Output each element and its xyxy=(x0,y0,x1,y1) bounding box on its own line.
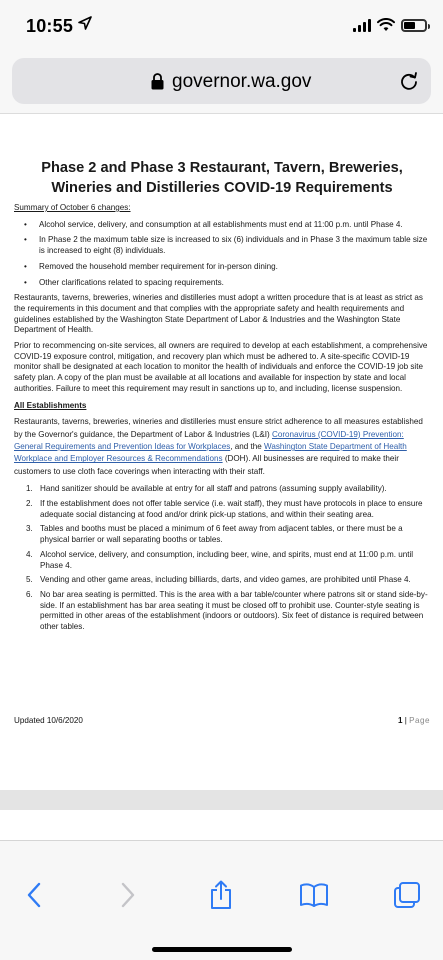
home-indicator[interactable] xyxy=(152,947,292,952)
list-number: 3. xyxy=(26,524,33,534)
wifi-icon xyxy=(377,18,395,32)
list-number: 2. xyxy=(26,498,33,508)
location-arrow-icon xyxy=(78,16,92,30)
web-content[interactable] xyxy=(0,114,443,790)
summary-list xyxy=(14,220,430,289)
summary-heading: Summary of October 6 changes: xyxy=(14,203,131,212)
battery-icon xyxy=(401,19,427,32)
reload-icon[interactable] xyxy=(399,71,419,91)
browser-header xyxy=(0,52,443,114)
summary-item: • Alcohol service, delivery, and consumption at all establishments must end at 11:00 p.m. until Phase 4. xyxy=(14,220,430,231)
guidance-text: Restaurants, taverns, breweries, wineries and distilleries must ensure strict adherence to all measures established by the Governor's guidance, the Department of Labor & Industries (L&I) xyxy=(14,417,423,439)
list-number: 5. xyxy=(26,575,33,585)
status-icons xyxy=(353,17,427,33)
list-item xyxy=(14,524,430,545)
li-guidance-link[interactable]: Coronavirus (COVID-19) Prevention: General Requirements and Prevention Ideas for Workplaces xyxy=(14,429,404,452)
forward-button[interactable] xyxy=(110,877,146,913)
forward-icon xyxy=(120,882,136,908)
list-number: 4. xyxy=(26,549,33,559)
page-number-value: 1 xyxy=(397,716,403,725)
bookmarks-button[interactable] xyxy=(296,877,332,913)
page-label: Page xyxy=(409,716,430,725)
summary-item: • Removed the household member requirement for in-person dining. xyxy=(14,262,430,273)
list-item xyxy=(14,590,430,633)
document-title: Phase 2 and Phase 3 Restaurant, Tavern, Breweries, Wineries and Distilleries COVID-19 Requirements xyxy=(41,160,403,196)
list-item-text: If the establishment does not offer table service (i.e. wait staff), they must have protocols in place to ensure adequate social distancing at food and/or drink pick-up stations, and within their seating area. xyxy=(40,498,423,519)
document-footer xyxy=(14,716,430,725)
guidance-text: , and the xyxy=(230,442,265,452)
updated-date: Updated 10/6/2020 xyxy=(14,716,83,725)
status-bar xyxy=(0,0,443,52)
list-item-text: No bar area seating is permitted. This is the area with a bar table/counter where patrons sit or stand side-by-side. If an establishment has bar area seating it must be closed off to prohibit use. Counter-style seating is permitted in other areas of the establishment (indoors or outdoors). Six feet of distance is required between other tables. xyxy=(40,589,428,632)
list-item xyxy=(14,575,430,586)
doh-resources-link[interactable]: Washington State Department of Health Workplace and Employer Resources & Recommendations xyxy=(14,442,407,464)
address-bar[interactable] xyxy=(12,58,431,104)
tabs-button[interactable] xyxy=(389,877,425,913)
lock-icon xyxy=(151,73,164,90)
summary-item: • In Phase 2 the maximum table size is increased to six (6) individuals and in Phase 3 the maximum table size is increased to eight (8) individuals. xyxy=(14,235,430,256)
list-number: 6. xyxy=(26,589,33,599)
list-number: 1. xyxy=(26,484,33,494)
summary-item: • Other clarifications related to spacing requirements. xyxy=(14,278,430,289)
requirements-list xyxy=(14,484,430,632)
list-item-text: Alcohol service, delivery, and consumption, including beer, wine, and spirits, must end at 11:00 p.m. until Phase 4. xyxy=(40,549,414,570)
cellular-signal-icon xyxy=(353,19,371,32)
list-item-text: Vending and other game areas, including billiards, darts, and video games, are prohibited until Phase 4. xyxy=(40,575,411,585)
share-button[interactable] xyxy=(203,877,239,913)
browser-toolbar xyxy=(0,840,443,960)
back-button[interactable] xyxy=(16,877,52,913)
next-document-page xyxy=(0,810,443,840)
list-item-text: Hand sanitizer should be available at entry for all staff and patrons (assuming supply availability). xyxy=(40,484,387,494)
page-number xyxy=(398,716,430,725)
section-heading: All Establishments xyxy=(14,400,87,410)
list-item-text: Tables and booths must be placed a minimum of 6 feet away from adjacent tables, or there must be a physical barrier or wall separating booths or tables. xyxy=(40,524,403,545)
list-item xyxy=(14,484,430,495)
paragraph-guidance xyxy=(14,416,430,478)
guidance-text: (DOH). All businesses are required to make their customers to use cloth face coverings when interacting with their staff. xyxy=(14,454,399,476)
share-icon xyxy=(209,880,233,910)
page-separator-gap xyxy=(0,790,443,810)
list-item xyxy=(14,550,430,571)
bookmarks-icon xyxy=(299,882,329,908)
paragraph-monitor: Prior to recommencing on-site services, all owners are required to develop at each establishment, a comprehensive COVID-19 exposure control, mitigation, and recovery plan which must be adhered to. A site-specific COVID-19 monitor shall be designated at each location to monitor the health of individuals and enforce the COVID-19 job site safety plan. A copy of the plan must be available at all locations and available for inspection by state and local authorities. Failure to meet this requirement may result in sanctions up to, and including, license suspension. xyxy=(14,341,428,393)
document-page xyxy=(14,158,430,637)
list-item xyxy=(14,499,430,520)
paragraph-procedure: Restaurants, taverns, breweries, wineries and distilleries must adopt a written procedure that is at least as strict as the requirements in this document and that complies with the appropriate safety and health requirements and guidelines established by the Washington State Department of Labor & Industries and the Washington State Department of Health. xyxy=(14,293,423,335)
tabs-icon xyxy=(393,881,421,909)
status-time: 10:55 xyxy=(26,16,74,36)
back-icon xyxy=(26,882,42,908)
page-separator: | xyxy=(402,716,410,725)
url-text: governor.wa.gov xyxy=(172,71,312,92)
